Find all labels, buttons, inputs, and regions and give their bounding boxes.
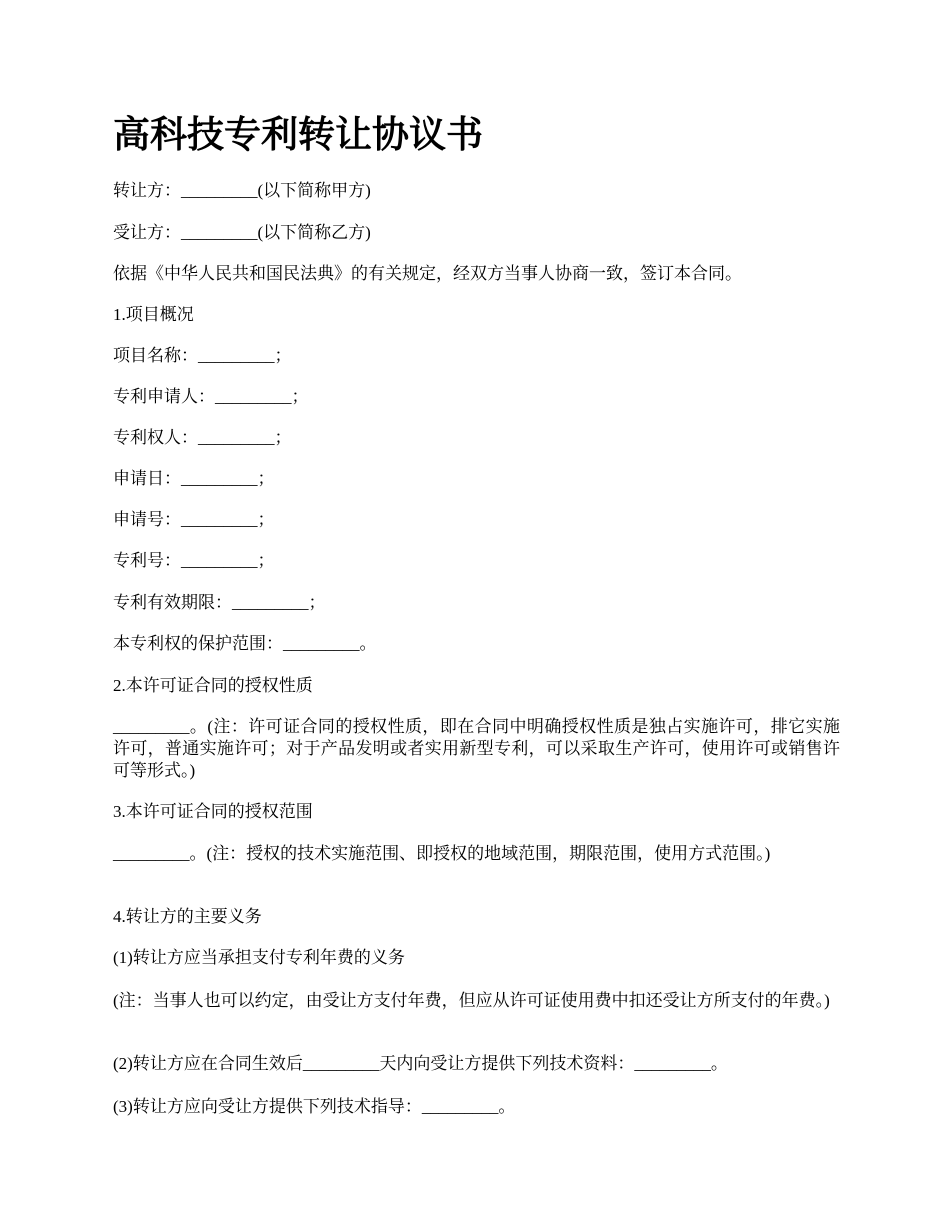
paragraph-obligation-2: (2)转让方应在合同生效后_________天内向受让方提供下列技术资料：_________。 [113, 1054, 728, 1073]
section-heading-transferor-obligations: 4.转让方的主要义务 [113, 907, 262, 926]
paragraph-patent-number: 专利号：_________； [113, 551, 275, 570]
paragraph-validity-period: 专利有效期限：_________； [113, 593, 326, 612]
section-heading-license-nature: 2.本许可证合同的授权性质 [113, 676, 313, 695]
paragraph-license-scope: _________。(注：授权的技术实施范围、即授权的地域范围，期限范围，使用方式范围。) [113, 844, 771, 863]
paragraph-legal-basis: 依据《中华人民共和国民法典》的有关规定，经双方当事人协商一致，签订本合同。 [113, 264, 742, 283]
paragraph-application-number: 申请号：_________； [113, 510, 275, 529]
section-heading-license-scope: 3.本许可证合同的授权范围 [113, 802, 313, 821]
paragraph-obligation-1: (1)转让方应当承担支付专利年费的义务 [113, 948, 405, 967]
paragraph-project-name: 项目名称：_________； [113, 346, 292, 365]
paragraph-patentee: 专利权人：_________； [113, 428, 292, 447]
paragraph-application-date: 申请日：_________； [113, 469, 275, 488]
document-title: 高科技专利转让协议书 [113, 115, 483, 156]
section-heading-project-overview: 1.项目概况 [113, 305, 194, 324]
paragraph-license-nature: _________。(注：许可证合同的授权性质，即在合同中明确授权性质是独占实施许可，排它实施许可，普通实施许可；对于产品发明或者实用新型专利，可以采取生产许可，使用许可或销售许可等形式。) [113, 717, 840, 780]
paragraph-transferee: 受让方：_________(以下简称乙方) [113, 223, 371, 242]
paragraph-protection-scope: 本专利权的保护范围：_________。 [113, 634, 377, 653]
paragraph-obligation-3: (3)转让方应向受让方提供下列技术指导：_________。 [113, 1097, 516, 1116]
paragraph-patent-applicant: 专利申请人：_________； [113, 387, 309, 406]
paragraph-obligation-note: (注：当事人也可以约定，由受让方支付年费，但应从许可证使用费中扣还受让方所支付的年费。) [113, 991, 830, 1010]
paragraph-transferor: 转让方：_________(以下简称甲方) [113, 181, 371, 200]
